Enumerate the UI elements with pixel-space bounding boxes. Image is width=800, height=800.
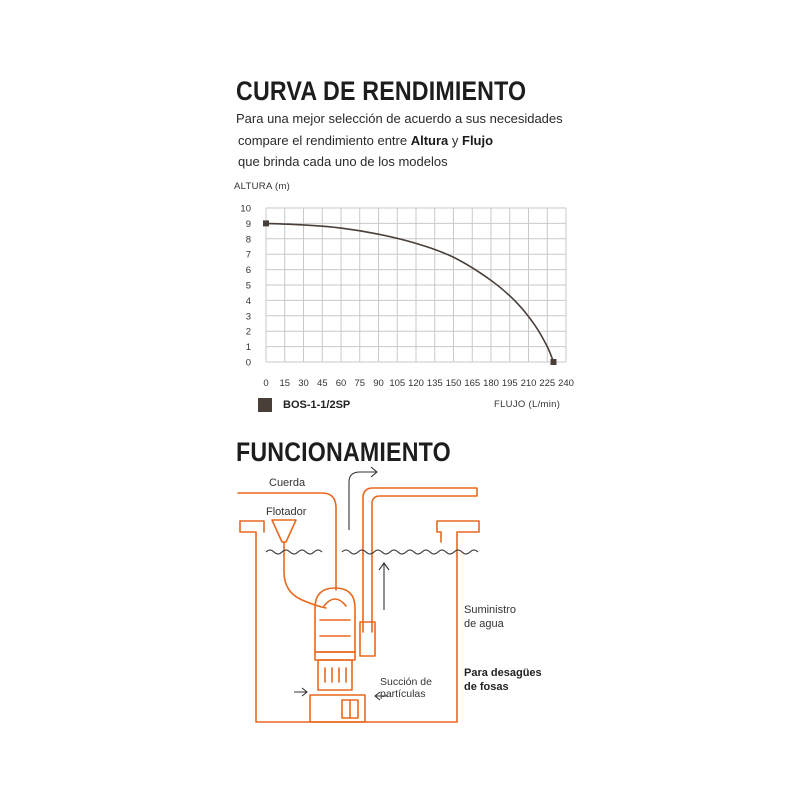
x-tick-4: 60 [335,378,347,389]
suction-arrow-left [294,688,307,696]
y-tick-10: 10 [240,203,251,215]
y-tick-0: 0 [245,357,251,369]
label-suministro-2: de agua [464,618,504,630]
x-tick-10: 150 [445,378,462,389]
x-axis-title: FLUJO (L/min) [494,399,561,410]
intro-line-1: Para una mejor selección de acuerdo a sus necesidades [236,111,563,126]
x-tick-11: 165 [464,378,481,389]
intro-connector: y [448,133,462,148]
label-succion-2: partículas [380,688,426,700]
intro-altura: Altura [410,133,449,148]
x-tick-12: 180 [483,378,499,389]
x-tick-6: 90 [373,378,384,389]
operation-heading: FUNCIONAMIENTO [236,437,451,467]
pump-base-ribs [325,668,346,682]
pump-handle [324,599,346,606]
label-desagues-2: de fosas [464,681,509,693]
legend-swatch [258,398,272,412]
x-tick-labels [263,378,574,389]
intro-line-2-prefix: compare el rendimiento entre [238,133,411,148]
y-axis-title: ALTURA (m) [234,181,291,192]
series-end-marker [551,359,557,365]
y-tick-4: 4 [245,295,251,307]
x-tick-16: 240 [558,378,574,389]
y-tick-2: 2 [245,326,251,338]
pump-band [315,652,355,660]
float [272,520,296,542]
performance-chart [230,195,580,395]
pump-foot-slots [342,700,358,718]
intro-flujo: Flujo [462,133,494,148]
y-tick-7: 7 [245,249,251,261]
y-tick-9: 9 [245,218,251,230]
pump-motor-lines [320,620,350,636]
y-tick-8: 8 [245,234,251,246]
y-tick-1: 1 [245,342,251,354]
x-tick-1: 15 [279,378,291,389]
label-cuerda: Cuerda [269,477,306,489]
label-flotador: Flotador [266,506,307,518]
upflow-arrow [379,563,389,610]
label-succion-1: Succión de [380,676,432,688]
x-tick-7: 105 [389,378,406,389]
legend-label: BOS-1-1/2SP [283,399,351,411]
intro-line-3: que brinda cada uno de los modelos [238,154,448,169]
water-wave-left [266,550,322,554]
x-tick-5: 75 [354,378,366,389]
intro-line-2 [238,131,493,151]
x-tick-3: 45 [316,378,328,389]
discharge-pipe [363,488,477,632]
x-tick-8: 120 [408,378,424,389]
y-tick-labels [240,204,251,369]
series-line-bos [266,223,554,362]
x-tick-13: 195 [501,378,518,389]
y-tick-6: 6 [245,265,251,277]
x-tick-9: 135 [426,378,443,389]
x-tick-0: 0 [263,378,269,389]
performance-heading: CURVA DE RENDIMIENTO [236,76,527,106]
series-start-marker [263,220,269,226]
pump-base [318,660,352,690]
label-suministro-1: Suministro [464,604,516,616]
x-tick-2: 30 [298,378,309,389]
x-tick-15: 225 [539,378,556,389]
chart-grid [266,208,566,362]
y-tick-5: 5 [245,280,251,292]
x-tick-14: 210 [520,378,537,389]
y-tick-3: 3 [245,311,251,323]
pit-left-lip [240,521,264,532]
label-desagues-1: Para desagües [464,667,542,679]
